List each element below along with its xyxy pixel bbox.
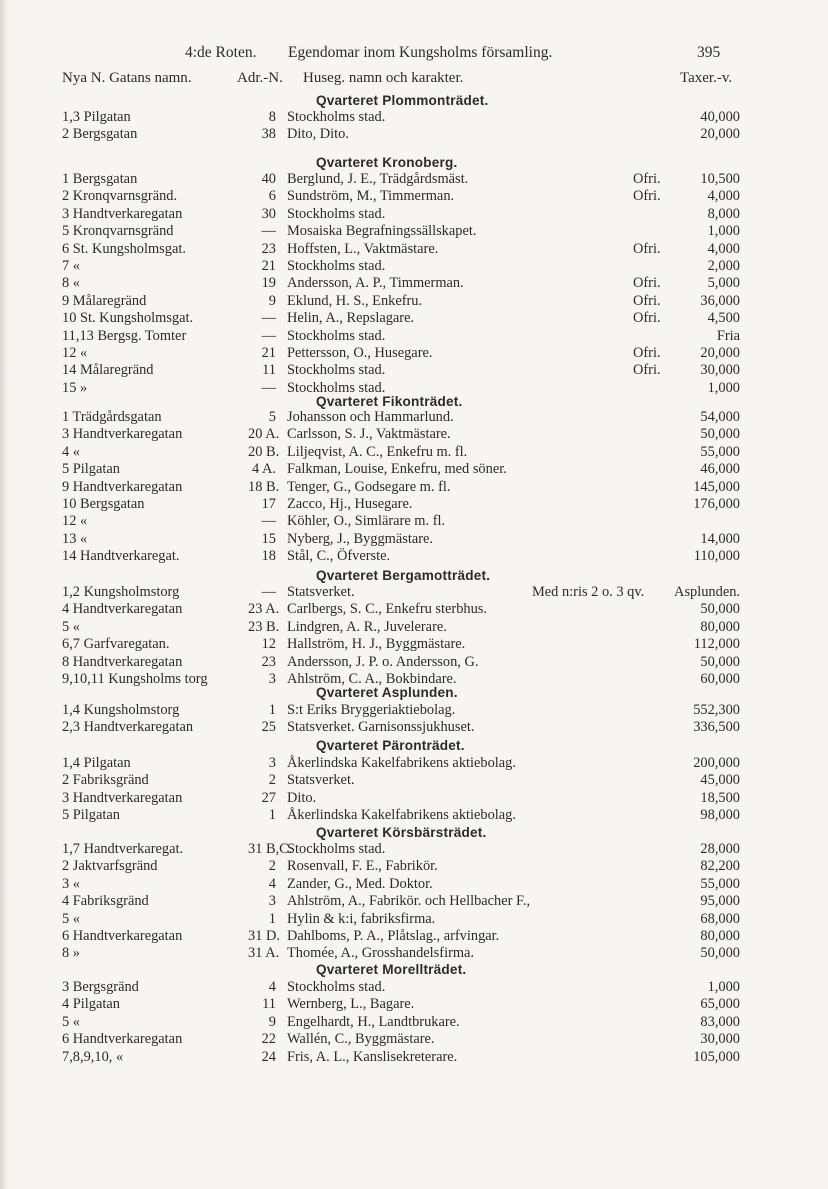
street-address: 4 Pilgatan xyxy=(62,996,120,1013)
tax-value: 68,000 xyxy=(700,910,740,927)
tax-value: 10,500 xyxy=(700,171,740,187)
owner-name: Zacco, Hj., Husegare. xyxy=(287,496,413,512)
property-row xyxy=(0,206,828,223)
owner-name: Stockholms stad. xyxy=(287,362,386,379)
tax-value: 46,000 xyxy=(700,461,740,478)
owner-name: Nyberg, J., Byggmästare. xyxy=(287,530,434,547)
street-address: 6 St. Kungsholmsgat. xyxy=(62,240,186,257)
property-row xyxy=(0,548,828,565)
property-row xyxy=(0,479,828,496)
tax-value: 65,000 xyxy=(700,996,740,1013)
address-number: 22 xyxy=(261,1031,276,1048)
tax-value: 30,000 xyxy=(700,362,740,379)
ofri-note: Ofri. xyxy=(633,188,661,205)
property-row xyxy=(0,928,828,945)
street-address: 13 « xyxy=(62,530,88,547)
street-address: 12 « xyxy=(62,513,88,530)
property-row xyxy=(0,258,828,275)
tax-value: 552,300 xyxy=(693,702,740,718)
owner-name: Pettersson, O., Husegare. xyxy=(287,345,433,361)
tax-value: 54,000 xyxy=(700,409,740,425)
street-address: 1,2 Kungsholmstorg xyxy=(62,584,180,600)
tax-value: 95,000 xyxy=(700,893,740,910)
column-header-address-number: Adr.-N. xyxy=(237,70,283,86)
owner-name: Falkman, Louise, Enkefru, med söner. xyxy=(287,461,507,478)
owner-name: Engelhardt, H., Landtbrukare. xyxy=(287,1013,460,1030)
column-header-street: Nya N. Gatans namn. xyxy=(62,70,192,86)
tax-value: 50,000 xyxy=(700,945,740,962)
address-number: 40 xyxy=(261,171,276,187)
tax-value: 50,000 xyxy=(700,601,740,618)
street-address: 4 Fabriksgränd xyxy=(62,893,149,910)
address-number: 31 A. xyxy=(248,945,280,962)
address-number: 23 A. xyxy=(248,601,280,618)
address-number: 11 xyxy=(262,996,276,1013)
address-number: 18 xyxy=(261,548,276,565)
street-address: 2 Jaktvarfsgränd xyxy=(62,858,158,875)
owner-name: Eklund, H. S., Enkefru. xyxy=(287,292,423,309)
property-row xyxy=(0,1031,828,1048)
street-address: 7 « xyxy=(62,258,80,274)
owner-name: Liljeqvist, A. C., Enkefru m. fl. xyxy=(287,443,468,460)
street-address: 1,4 Kungsholmstorg xyxy=(62,702,180,718)
owner-name: Wallén, C., Byggmästare. xyxy=(287,1031,435,1048)
tax-value: 50,000 xyxy=(700,653,740,670)
street-address: 3 Handtverkaregatan xyxy=(62,205,183,222)
street-address: 11,13 Bergsg. Tomter xyxy=(62,327,187,344)
owner-name: Stockholms stad. xyxy=(287,205,386,222)
address-number: 1 xyxy=(268,702,276,718)
street-address: 9 Handtverkaregatan xyxy=(62,478,183,495)
owner-name: Stockholms stad. xyxy=(287,379,386,396)
owner-name: Andersson, A. P., Timmerman. xyxy=(287,275,464,292)
tax-value: 28,000 xyxy=(700,841,740,857)
address-number: 3 xyxy=(268,755,276,771)
tax-value: 1,000 xyxy=(707,979,740,995)
ofri-note: Ofri. xyxy=(633,171,661,187)
street-address: 3 Handtverkaregatan xyxy=(62,789,183,806)
street-address: 2 Kronqvarnsgränd. xyxy=(62,188,178,205)
address-number: 25 xyxy=(261,719,276,736)
owner-name: Stål, C., Öfverste. xyxy=(287,548,391,565)
tax-value: 20,000 xyxy=(700,345,740,361)
owner-name: S:t Eriks Bryggeriaktiebolag. xyxy=(287,702,456,718)
address-number: 31 D. xyxy=(248,928,280,944)
owner-name: Hoffsten, L., Vaktmästare. xyxy=(287,240,439,257)
ofri-note: Ofri. xyxy=(633,275,661,292)
street-address: 5 Pilgatan xyxy=(62,461,120,478)
property-row xyxy=(0,911,828,928)
owner-name: Rosenvall, F. E., Fabrikör. xyxy=(287,858,438,875)
property-row xyxy=(0,109,828,126)
quarter-heading: Qvarteret Fikonträdet. xyxy=(316,394,463,409)
street-address: 7,8,9,10, « xyxy=(62,1048,124,1065)
quarter-heading: Qvarteret Plommonträdet. xyxy=(316,93,489,108)
property-row xyxy=(0,584,828,601)
street-address: 14 Handtverkaregat. xyxy=(62,548,180,565)
street-address: 3 Bergsgränd xyxy=(62,979,139,995)
owner-name: Stockholms stad. xyxy=(287,979,386,995)
tax-value: 105,000 xyxy=(693,1048,740,1065)
tax-value: 5,000 xyxy=(707,275,740,292)
address-number: 15 xyxy=(261,530,276,547)
owner-name: Helin, A., Repslagare. xyxy=(287,310,415,327)
property-row xyxy=(0,841,828,858)
owner-name: Stockholms stad. xyxy=(287,327,386,344)
property-row xyxy=(0,328,828,345)
column-header-owner: Huseg. namn och karakter. xyxy=(303,70,464,86)
street-address: 2,3 Handtverkaregatan xyxy=(62,719,194,736)
property-row xyxy=(0,702,828,719)
street-address: 4 Handtverkaregatan xyxy=(62,601,183,618)
address-number: 8 xyxy=(268,109,276,125)
address-number: — xyxy=(261,223,276,240)
property-row xyxy=(0,1049,828,1066)
address-number: 23 B. xyxy=(248,618,280,635)
address-number: 2 xyxy=(268,858,276,875)
street-address: 8 « xyxy=(62,275,80,292)
tax-value: 55,000 xyxy=(700,875,740,892)
address-number: — xyxy=(261,327,276,344)
owner-name: Köhler, O., Simlärare m. fl. xyxy=(287,513,446,530)
street-address: 6 Handtverkaregatan xyxy=(62,928,183,944)
tax-value: 80,000 xyxy=(700,928,740,944)
quarter-heading: Qvarteret Kronoberg. xyxy=(316,155,458,170)
owner-name: Mosaiska Begrafningssällskapet. xyxy=(287,223,477,240)
street-address: 5 Kronqvarnsgränd xyxy=(62,223,174,240)
street-address: 2 Bergsgatan xyxy=(62,126,138,143)
tax-value: 14,000 xyxy=(700,530,740,547)
tax-value: 83,000 xyxy=(700,1013,740,1030)
street-address: 10 St. Kungsholmsgat. xyxy=(62,310,194,327)
tax-value: 1,000 xyxy=(707,379,740,396)
street-address: 1,4 Pilgatan xyxy=(62,755,131,771)
tax-value: Fria xyxy=(716,327,740,344)
street-address: 8 Handtverkaregatan xyxy=(62,653,183,670)
quarter-heading: Qvarteret Päronträdet. xyxy=(316,738,465,753)
street-address: 14 Målaregränd xyxy=(62,362,154,379)
address-number: 6 xyxy=(268,188,276,205)
street-address: 1 Trädgårdsgatan xyxy=(62,409,162,425)
owner-name: Zander, G., Med. Doktor. xyxy=(287,875,433,892)
tax-value: 98,000 xyxy=(700,807,740,824)
tax-value: 82,200 xyxy=(700,858,740,875)
property-row xyxy=(0,996,828,1013)
street-address: 3 « xyxy=(62,875,80,892)
address-number: 20 B. xyxy=(248,443,280,460)
owner-name: Thomée, A., Grosshandelsfirma. xyxy=(287,945,475,962)
property-row xyxy=(0,513,828,530)
tax-value: 110,000 xyxy=(693,548,740,565)
street-address: 10 Bergsgatan xyxy=(62,496,145,512)
property-row xyxy=(0,945,828,962)
property-row xyxy=(0,188,828,205)
address-number: 9 xyxy=(268,292,276,309)
tax-value: 4,500 xyxy=(707,310,740,327)
address-number: 4 xyxy=(268,979,276,995)
owner-name: Tenger, G., Godsegare m. fl. xyxy=(287,478,451,495)
property-row xyxy=(0,310,828,327)
tax-value: 80,000 xyxy=(700,618,740,635)
street-address: 1,3 Pilgatan xyxy=(62,109,131,125)
property-row xyxy=(0,293,828,310)
street-address: 1,7 Handtverkaregat. xyxy=(62,841,184,857)
property-row xyxy=(0,171,828,188)
address-number: 30 xyxy=(261,205,276,222)
address-number: — xyxy=(261,379,276,396)
property-row xyxy=(0,531,828,548)
address-number: 24 xyxy=(261,1048,276,1065)
property-row xyxy=(0,719,828,736)
address-number: 20 A. xyxy=(248,426,280,443)
quarter-heading: Qvarteret Asplunden. xyxy=(316,685,458,700)
owner-name: Hallström, H. J., Byggmästare. xyxy=(287,636,466,653)
street-address: 1 Bergsgatan xyxy=(62,171,138,187)
address-number: 18 B. xyxy=(248,478,280,495)
owner-name: Ahlström, A., Fabrikör. och Hellbacher F., xyxy=(287,893,531,910)
property-row xyxy=(0,654,828,671)
ofri-note: Ofri. xyxy=(633,362,661,379)
address-number: 23 xyxy=(261,653,276,670)
property-row xyxy=(0,409,828,426)
owner-name: Johansson och Hammarlund. xyxy=(287,409,454,425)
address-number: — xyxy=(261,584,276,600)
street-address: 5 « xyxy=(62,910,80,927)
property-row xyxy=(0,772,828,789)
tax-value: 45,000 xyxy=(700,772,740,789)
owner-name: Ahlström, C. A., Bokbindare. xyxy=(287,671,457,687)
property-row xyxy=(0,362,828,379)
tax-value: 20,000 xyxy=(700,126,740,143)
tax-value: 200,000 xyxy=(693,755,740,771)
address-number: 2 xyxy=(268,772,276,789)
address-number: 21 xyxy=(261,258,276,274)
tax-value: 2,000 xyxy=(707,258,740,274)
owner-name: Dito. xyxy=(287,789,317,806)
owner-name: Statsverket. Garnisonssjukhuset. xyxy=(287,719,475,736)
property-row xyxy=(0,858,828,875)
owner-name: Dahlboms, P. A., Plåtslag., arfvingar. xyxy=(287,928,500,944)
street-address: 8 » xyxy=(62,945,80,962)
property-row xyxy=(0,496,828,513)
column-header-tax-value: Taxer.-v. xyxy=(680,70,733,86)
owner-name: Sundström, M., Timmerman. xyxy=(287,188,455,205)
owner-name: Carlbergs, S. C., Enkefru sterbhus. xyxy=(287,601,487,618)
address-number: 21 xyxy=(261,345,276,361)
street-address: 6,7 Garfvaregatan. xyxy=(62,636,170,653)
property-row xyxy=(0,601,828,618)
address-number: 27 xyxy=(261,789,276,806)
owner-name: Carlsson, S. J., Vaktmästare. xyxy=(287,426,451,443)
street-address: 9,10,11 Kungsholms torg xyxy=(62,671,208,687)
owner-name: Lindgren, A. R., Juvelerare. xyxy=(287,618,447,635)
ofri-note: Ofri. xyxy=(633,292,661,309)
property-row xyxy=(0,444,828,461)
address-number: 9 xyxy=(268,1013,276,1030)
tax-value: Asplunden. xyxy=(674,584,740,600)
street-address: 4 « xyxy=(62,443,80,460)
tax-value: 18,500 xyxy=(700,789,740,806)
address-number: 5 xyxy=(268,409,276,425)
property-row xyxy=(0,636,828,653)
ofri-note: Med n:ris 2 o. 3 qv. xyxy=(532,584,645,600)
address-number: 4 A. xyxy=(252,461,276,478)
tax-value: 176,000 xyxy=(693,496,740,512)
address-number: 23 xyxy=(261,240,276,257)
street-address: 5 Pilgatan xyxy=(62,807,120,824)
quarter-heading: Qvarteret Körsbärsträdet. xyxy=(316,825,487,840)
owner-name: Berglund, J. E., Trädgårdsmäst. xyxy=(287,171,469,187)
owner-name: Fris, A. L., Kanslisekreterare. xyxy=(287,1048,458,1065)
ofri-note: Ofri. xyxy=(633,345,661,361)
property-row xyxy=(0,461,828,478)
quarter-heading: Qvarteret Morellträdet. xyxy=(316,962,467,977)
owner-name: Andersson, J. P. o. Andersson, G. xyxy=(287,653,479,670)
owner-name: Statsverket. xyxy=(287,584,355,600)
property-row xyxy=(0,126,828,143)
page-number: 395 xyxy=(697,44,721,61)
tax-value: 8,000 xyxy=(707,205,740,222)
owner-name: Statsverket. xyxy=(287,772,355,789)
tax-value: 36,000 xyxy=(700,292,740,309)
street-address: 6 Handtverkaregatan xyxy=(62,1031,183,1048)
address-number: — xyxy=(261,310,276,327)
property-row xyxy=(0,223,828,240)
tax-value: 336,500 xyxy=(693,719,740,736)
address-number: 4 xyxy=(268,875,276,892)
address-number: 31 B,C. xyxy=(248,841,293,857)
tax-value: 1,000 xyxy=(707,223,740,240)
address-number: 3 xyxy=(268,671,276,687)
address-number: 17 xyxy=(261,496,276,512)
street-address: 15 » xyxy=(62,379,88,396)
address-number: 1 xyxy=(268,807,276,824)
owner-name: Åkerlindska Kakelfabrikens aktiebolag. xyxy=(287,807,516,824)
property-row xyxy=(0,1014,828,1031)
property-row xyxy=(0,345,828,362)
tax-value: 60,000 xyxy=(700,671,740,687)
address-number: 19 xyxy=(261,275,276,292)
owner-name: Stockholms stad. xyxy=(287,258,386,274)
address-number: 38 xyxy=(261,126,276,143)
address-number: 3 xyxy=(268,893,276,910)
property-row xyxy=(0,790,828,807)
property-row xyxy=(0,275,828,292)
street-address: 3 Handtverkaregatan xyxy=(62,426,183,443)
tax-value: 40,000 xyxy=(700,109,740,125)
ofri-note: Ofri. xyxy=(633,240,661,257)
tax-value: 4,000 xyxy=(707,188,740,205)
tax-value: 30,000 xyxy=(700,1031,740,1048)
property-row xyxy=(0,241,828,258)
tax-value: 145,000 xyxy=(693,478,740,495)
tax-value: 4,000 xyxy=(707,240,740,257)
street-address: 2 Fabriksgränd xyxy=(62,772,149,789)
tax-value: 55,000 xyxy=(700,443,740,460)
property-row xyxy=(0,893,828,910)
street-address: 12 « xyxy=(62,345,88,361)
owner-name: Stockholms stad. xyxy=(287,109,386,125)
owner-name: Hylin & k:i, fabriksfirma. xyxy=(287,910,436,927)
property-row xyxy=(0,619,828,636)
owner-name: Wernberg, L., Bagare. xyxy=(287,996,415,1013)
property-row xyxy=(0,876,828,893)
tax-value: 112,000 xyxy=(693,636,740,653)
address-number: 11 xyxy=(262,362,276,379)
owner-name: Åkerlindska Kakelfabrikens aktiebolag. xyxy=(287,755,516,771)
ofri-note: Ofri. xyxy=(633,310,661,327)
quarter-heading: Qvarteret Bergamotträdet. xyxy=(316,568,491,583)
street-address: 5 « xyxy=(62,618,80,635)
address-number: — xyxy=(261,513,276,530)
roten-label: 4:de Roten. xyxy=(185,44,257,61)
property-row xyxy=(0,755,828,772)
street-address: 9 Målaregränd xyxy=(62,292,147,309)
street-address: 5 « xyxy=(62,1013,80,1030)
owner-name: Dito, Dito. xyxy=(287,126,349,143)
address-number: 12 xyxy=(261,636,276,653)
property-row xyxy=(0,979,828,996)
tax-value: 50,000 xyxy=(700,426,740,443)
owner-name: Stockholms stad. xyxy=(287,841,386,857)
property-row xyxy=(0,426,828,443)
property-row xyxy=(0,807,828,824)
page-title: Egendomar inom Kungsholms församling. xyxy=(288,44,553,61)
address-number: 1 xyxy=(268,910,276,927)
